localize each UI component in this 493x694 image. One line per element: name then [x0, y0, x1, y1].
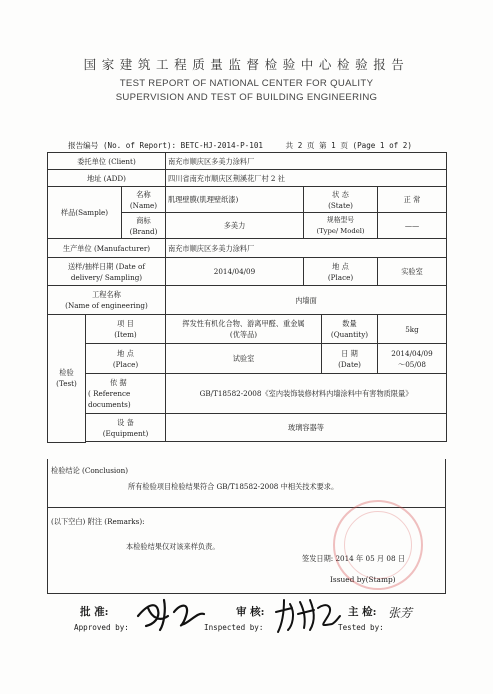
engineering-label: 工程名称 (Name of engineering) — [48, 286, 166, 315]
place-value: 实验室 — [378, 258, 447, 286]
engineering-value: 内墙面 — [166, 286, 447, 315]
sample-label: 样品(Sample) — [48, 187, 122, 239]
approved-label-en: Approved by: — [74, 623, 129, 632]
official-stamp — [333, 500, 423, 590]
report-table — [47, 152, 447, 443]
address-row — [48, 170, 447, 187]
report-number: 报告编号 (No. of Report): BETC-HJ-2014-P-101 — [68, 141, 263, 150]
address-value: 四川省南充市顺庆区荆溪花厂村 2 社 — [166, 170, 447, 187]
report-title-en-line2: SUPERVISION AND TEST OF BUILDING ENGINEERING — [115, 92, 378, 103]
remarks-label: (以下空白) 附注 (Remarks): — [51, 517, 145, 526]
item-value: 挥发性有机化合物、游离甲醛、重金属 (优等品) — [166, 315, 322, 344]
test-place-value: 试验室 — [166, 344, 322, 374]
inspected-label-cn: 审 核: — [236, 606, 265, 618]
issue-date: 签发日期: 2014 年 05 月 08 日 — [302, 554, 406, 563]
tested-label-en: Tested by: — [338, 623, 384, 632]
tested-label-cn: 主 检: — [348, 606, 377, 618]
manufacturer-value: 南充市顺庆区多美力涂料厂 — [166, 239, 447, 258]
client-value: 南充市顺庆区多美力涂料厂 — [166, 153, 447, 170]
report-title-cn: 国家建筑工程质量监督检验中心检验报告 — [83, 57, 410, 72]
signature-row — [0, 600, 493, 640]
delivery-label: 送样/抽样日期 (Date of delivery/ Sampling) — [48, 258, 166, 286]
delivery-value: 2014/04/09 — [166, 258, 304, 286]
brand-label: 商标 (Brand) — [122, 213, 166, 239]
brand-value: 多美力 — [166, 213, 304, 239]
test-date-value: 2014/04/09 ～05/08 — [378, 344, 447, 374]
state-value: 正 常 — [378, 187, 447, 213]
type-label: 规格型号 (Type/ Model) — [304, 213, 378, 239]
issued-by: Issued by(Stamp) — [330, 575, 396, 584]
delivery-row — [48, 258, 447, 286]
reference-value: GB/T18582-2008《室内装饰装修材料内墙涂料中有害物质限量》 — [166, 374, 447, 414]
equipment-value: 玻璃容器等 — [166, 414, 447, 442]
inspector-signature — [270, 592, 342, 636]
approved-label-cn: 批 准: — [80, 606, 109, 618]
approver-signature — [134, 594, 208, 634]
test-spacer-row — [48, 442, 447, 443]
sample-name-row — [48, 187, 447, 213]
report-title-en-line1: TEST REPORT OF NATIONAL CENTER FOR QUALITY — [119, 78, 374, 89]
reference-row — [48, 374, 447, 414]
client-label: 委托单位 (Client) — [48, 153, 166, 170]
type-value: —— — [378, 213, 447, 239]
remarks-text: 本检验结果仅对该来样负责。 — [126, 542, 220, 551]
report-number-line — [68, 140, 412, 151]
test-label: 检验 (Test) — [48, 315, 86, 443]
manufacturer-row — [48, 239, 447, 258]
state-label: 状 态 (State) — [304, 187, 378, 213]
test-date-label: 日 期 (Date) — [322, 344, 378, 374]
engineering-row — [48, 286, 447, 315]
quantity-value: 5kg — [378, 315, 447, 344]
equipment-label: 设 备 (Equipment) — [86, 414, 166, 442]
manufacturer-label: 生产单位 (Manufacturer) — [48, 239, 166, 258]
inspected-label-en: Inspected by: — [204, 623, 264, 632]
name-label: 名称 (Name) — [122, 187, 166, 213]
place-label: 地 点 (Place) — [304, 258, 378, 286]
item-label: 项 目 (Item) — [86, 315, 166, 344]
conclusion-label: 检验结论 (Conclusion) — [51, 466, 128, 475]
equipment-row — [48, 414, 447, 442]
name-value: 肌理壁膜(肌理壁纸漆) — [166, 187, 304, 213]
address-label: 地址 (ADD) — [48, 170, 166, 187]
test-place-label: 地 点 (Place) — [86, 344, 166, 374]
test-place-row — [48, 344, 447, 374]
client-row — [48, 153, 447, 170]
conclusion-text: 所有检验项目检验结果符合 GB/T18582-2008 中相关技术要求。 — [128, 482, 339, 491]
reference-label: 依 据 ( Reference documents) — [86, 374, 166, 414]
tester-signature: 张芳 — [388, 606, 413, 620]
page-indicator: 共 2 页 第 1 页 (Page 1 of 2) — [285, 141, 412, 150]
quantity-label: 数量 (Quantity) — [322, 315, 378, 344]
item-row — [48, 315, 447, 344]
